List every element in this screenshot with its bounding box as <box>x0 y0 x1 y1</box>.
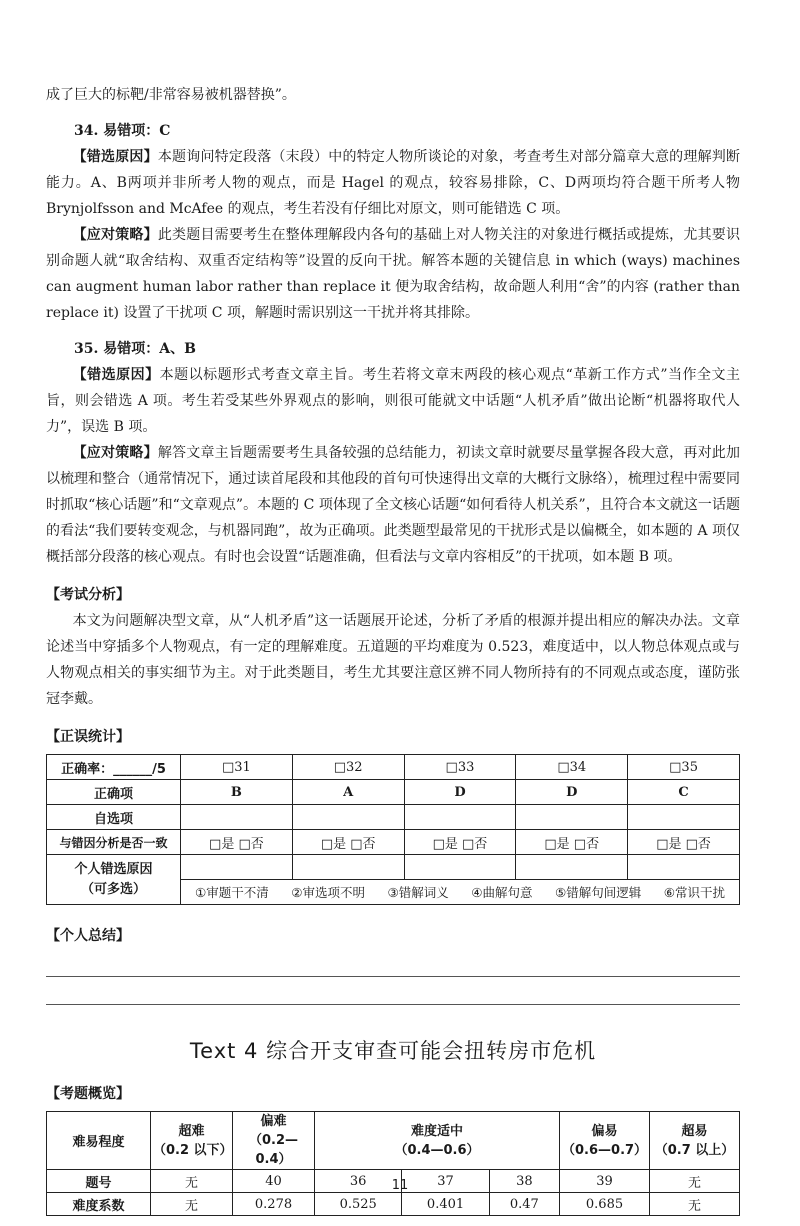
level-easy <box>560 1112 650 1170</box>
question-34[interactable]: □34 <box>516 755 628 780</box>
reason-option-3[interactable]: ③错解词义 <box>387 885 449 900</box>
match-35[interactable]: □是 □否 <box>628 830 740 855</box>
q35-reason-text: 本题以标题形式考查文章主旨。考生若将文章末两段的核心观点“革新工作方式”当作全文主旨，则会错选 A 项。考生若受某些外界观点的影响，则很可能就文中话题“人机矛盾”做出论断“机器将取代人力”，误选 B 项。 <box>46 367 741 435</box>
personal-34[interactable] <box>516 855 628 880</box>
analysis-heading: 【考试分析】 <box>46 587 130 603</box>
q35-reason <box>46 362 740 440</box>
reason-option-4[interactable]: ④曲解句意 <box>471 885 533 900</box>
personal-31[interactable] <box>181 855 293 880</box>
number-label: 题号 <box>47 1170 151 1193</box>
q34-strategy-text: 此类题目需要考生在整体理解段内各句的基础上对人物关注的对象进行概括或提炼，尤其要识别命题人就“取舍结构、双重否定结构等”设置的反向干扰。解答本题的关键信息 in which (ways) machines can augment human labor rather than replace it 便为取舍结构，故命题人利用“舍”的内容 (rather than replace it) 设置了干扰项 C 项，解题时需识别这一干扰并将其排除。 <box>46 227 741 321</box>
correct-32: A <box>292 780 404 805</box>
summary-line-1[interactable] <box>46 949 740 977</box>
level-very-hard-range: （0.2 以下） <box>153 1142 233 1158</box>
overview-table <box>46 1111 740 1216</box>
reasons-cell <box>181 880 740 905</box>
number-medium-2: 37 <box>402 1170 489 1193</box>
stats-row-personal <box>47 855 740 880</box>
q34-reason-text: 本题询问特定段落（末段）中的特定人物所谈论的对象，考查考生对部分篇章大意的理解判断能力。A、B两项并非所考人物的观点，而是 Hagel 的观点，较容易排除，C、D两项均符合题干所考人物 Brynjolfsson and McAfee 的观点，考生若没有仔细比对原文，则可能错选 C 项。 <box>46 149 741 217</box>
question-35[interactable]: □35 <box>628 755 740 780</box>
number-very-easy: 无 <box>650 1170 740 1193</box>
number-medium-3: 38 <box>489 1170 559 1193</box>
correct-35: C <box>628 780 740 805</box>
match-33[interactable]: □是 □否 <box>404 830 516 855</box>
overview-row-coefficients <box>47 1193 740 1216</box>
self-31[interactable] <box>181 805 293 830</box>
coefficient-easy: 0.685 <box>560 1193 650 1216</box>
coefficient-label: 难度系数 <box>47 1193 151 1216</box>
personal-label <box>47 855 181 905</box>
stats-row-questions <box>47 755 740 780</box>
stats-row-correct <box>47 780 740 805</box>
q34-reason-label: 【错选原因】 <box>72 149 158 165</box>
level-medium-range: （0.4—0.6） <box>394 1142 480 1158</box>
q34-reason <box>46 144 740 222</box>
level-medium-name: 难度适中 <box>410 1123 463 1139</box>
number-easy: 39 <box>560 1170 650 1193</box>
match-34[interactable]: □是 □否 <box>516 830 628 855</box>
correct-31: B <box>181 780 293 805</box>
coefficient-very-easy: 无 <box>650 1193 740 1216</box>
q35-title: 35. 易错项：A、B <box>74 341 196 357</box>
correct-34: D <box>516 780 628 805</box>
overview-row-levels <box>47 1112 740 1170</box>
number-hard: 40 <box>233 1170 315 1193</box>
coefficient-medium-1: 0.525 <box>315 1193 402 1216</box>
q34-strategy-label: 【应对策略】 <box>72 227 158 243</box>
level-very-hard-name: 超难 <box>178 1123 205 1139</box>
reason-option-6[interactable]: ⑥常识干扰 <box>663 885 725 900</box>
analysis-text: 本文为问题解决型文章，从“人机矛盾”这一话题展开论述，分析了矛盾的根源并提出相应的解决办法。文章论述当中穿插多个人物观点，有一定的理解难度。五道题的平均难度为 0.523，难度适中，以人物总体观点或与人物观点相关的事实细节为主。对于此类题目，考生尤其要注意区辨不同人物所持有的不同观点或态度，谨防张冠李戴。 <box>46 613 740 707</box>
self-35[interactable] <box>628 805 740 830</box>
overview-heading: 【考题概览】 <box>46 1086 130 1102</box>
number-medium-1: 36 <box>315 1170 402 1193</box>
summary-line-2[interactable] <box>46 977 740 1005</box>
q35-reason-label: 【错选原因】 <box>72 367 160 383</box>
question-32[interactable]: □32 <box>292 755 404 780</box>
correct-33: D <box>404 780 516 805</box>
level-very-easy-name: 超易 <box>681 1123 708 1139</box>
reason-option-5[interactable]: ⑤错解句间逻辑 <box>555 885 642 900</box>
level-label: 难易程度 <box>47 1112 151 1170</box>
level-very-hard <box>151 1112 233 1170</box>
reason-option-2[interactable]: ②审选项不明 <box>291 885 365 900</box>
q35-strategy <box>46 440 740 570</box>
accuracy-label[interactable]: 正确率：______/5 <box>47 755 181 780</box>
level-very-easy <box>650 1112 740 1170</box>
intro-line: 成了巨大的标靶/非常容易被机器替换”。 <box>46 87 296 103</box>
personal-32[interactable] <box>292 855 404 880</box>
correct-label: 正确项 <box>47 780 181 805</box>
level-easy-range: （0.6—0.7） <box>562 1142 648 1158</box>
number-very-hard: 无 <box>151 1170 233 1193</box>
stats-row-match <box>47 830 740 855</box>
q35-strategy-text: 解答文章主旨题需要考生具备较强的总结能力，初读文章时就要尽量掌握各段大意，再对此加以梳理和整合（通常情况下，通过读首尾段和其他段的首句可快速得出文章的大概行文脉络），梳理过程中需要同时抓取“核心话题”和“文章观点”。本题的 C 项体现了全文核心话题“如何看待人机关系”，且符合本文就这一话题的看法“我们要转变观念，与机器同跑”，故为正确项。此类题型最常见的干扰形式是以偏概全，如本题的 A 项仅概括部分段落的核心观点。有时也会设置“话题准确，但看法与文章内容相反”的干扰项，如本题 B 项。 <box>46 445 741 565</box>
personal-label-line2: （可多选） <box>80 881 146 897</box>
level-easy-name: 偏易 <box>591 1123 618 1139</box>
match-31[interactable]: □是 □否 <box>181 830 293 855</box>
stats-table <box>46 754 740 905</box>
personal-35[interactable] <box>628 855 740 880</box>
personal-label-line1: 个人错选原因 <box>74 861 153 877</box>
question-31[interactable]: □31 <box>181 755 293 780</box>
level-hard-range: （0.2—0.4） <box>248 1133 299 1167</box>
coefficient-very-hard: 无 <box>151 1193 233 1216</box>
q35-strategy-label: 【应对策略】 <box>72 445 158 461</box>
q34-strategy <box>46 222 740 326</box>
question-33[interactable]: □33 <box>404 755 516 780</box>
level-very-easy-range: （0.7 以上） <box>654 1142 735 1158</box>
level-hard <box>233 1112 315 1170</box>
coefficient-medium-3: 0.47 <box>489 1193 559 1216</box>
text4-title: Text 4 综合开支审查可能会扭转房市危机 <box>189 1039 597 1063</box>
stats-heading: 【正误统计】 <box>46 729 130 745</box>
page-number: 11 <box>391 1178 409 1193</box>
level-hard-name: 偏难 <box>260 1114 287 1129</box>
q34-title: 34. 易错项：C <box>74 123 171 139</box>
level-medium <box>315 1112 560 1170</box>
match-label: 与错因分析是否一致 <box>47 830 181 855</box>
summary-heading: 【个人总结】 <box>46 928 130 944</box>
self-33[interactable] <box>404 805 516 830</box>
self-34[interactable] <box>516 805 628 830</box>
self-label: 自选项 <box>47 805 181 830</box>
match-32[interactable]: □是 □否 <box>292 830 404 855</box>
stats-row-self <box>47 805 740 830</box>
coefficient-medium-2: 0.401 <box>402 1193 489 1216</box>
personal-33[interactable] <box>404 855 516 880</box>
self-32[interactable] <box>292 805 404 830</box>
coefficient-hard: 0.278 <box>233 1193 315 1216</box>
reason-option-1[interactable]: ①审题干不清 <box>195 885 269 900</box>
